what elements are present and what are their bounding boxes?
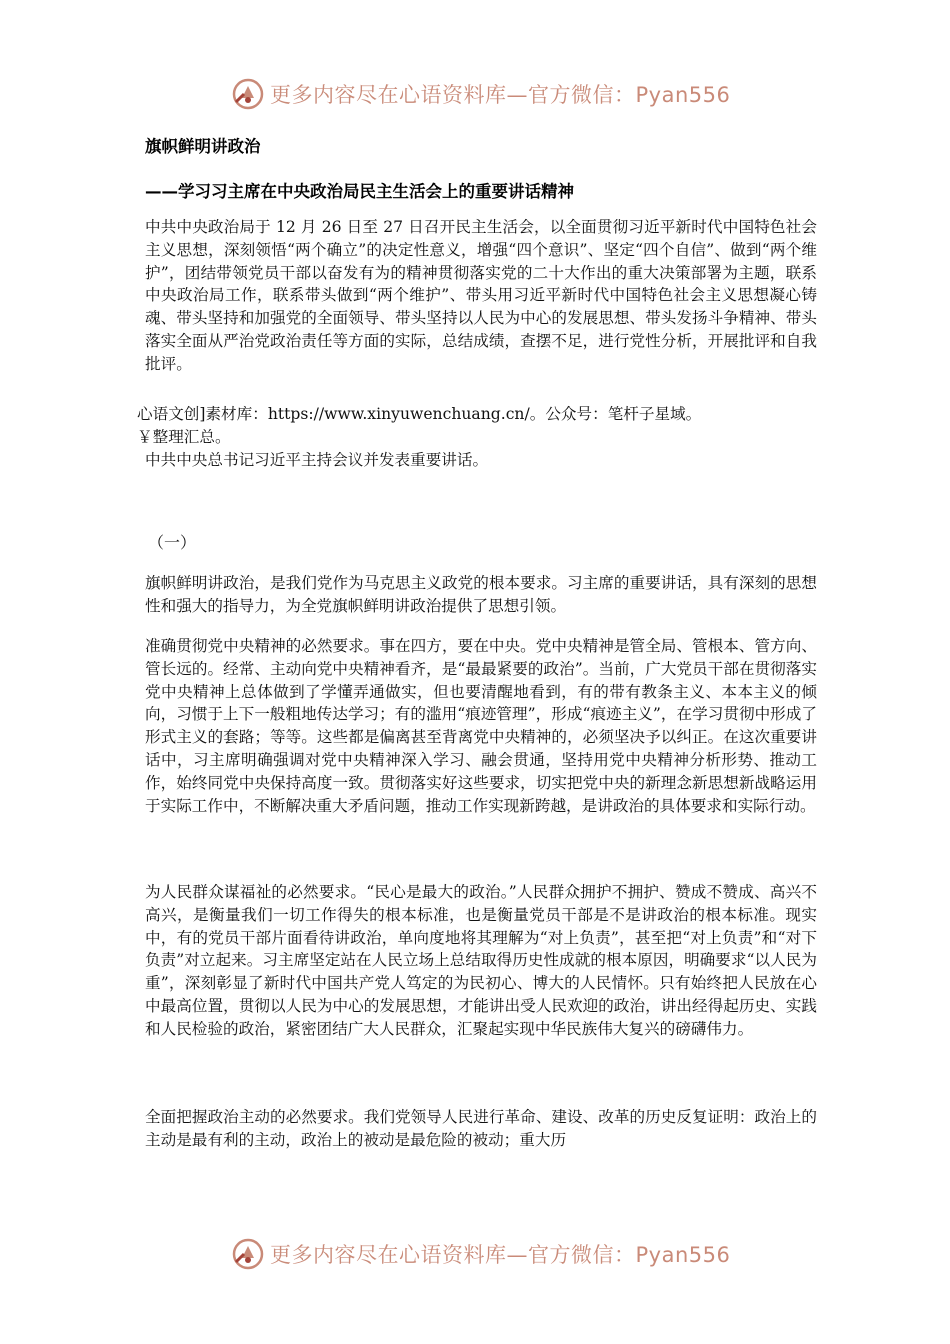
body-paragraph: 为人民群众谋福祉的必然要求。“民心是最大的政治。”人民群众拥护不拥护、赞成不赞成、高兴不高兴，是衡量我们一切工作得失的根本标准，也是衡量党员干部是不是讲政治的根本标准。现实中，有的党员干部片面看待讲政治，单向度地将其理解为“对上负责”，甚至把“对上负责”和“对下负责”对立起来。习主席坚定站在人民立场上总结取得历史性成就的根本原因，明确要求“以人民为重”，深刻彰显了新时代中国共产党人笃定的为民初心、博大的人民情怀。只有始终把人民放在心中最高位置，贯彻以人民为中心的发展思想，才能讲出受人民欢迎的政治，讲出经得起历史、实践和人民检验的政治，紧密团结广大人民群众，汇聚起实现中华民族伟大复兴的磅礴伟力。 [145,883,817,1038]
watermark-top [230,74,750,114]
body-paragraph: 旗帜鲜明讲政治，是我们党作为马克思主义政党的根本要求。习主席的重要讲话，具有深刻的思想性和强大的指导力，为全党旗帜鲜明讲政治提供了思想引领。 [145,574,817,615]
document-title: 旗帜鲜明讲政治 [145,137,261,156]
watermark-text: 更多内容尽在心语资料库—官方微信：Pyan556 [270,1243,731,1267]
section-heading: （一） [148,533,197,552]
logo-icon [230,1236,266,1272]
watermark-bottom [230,1234,750,1274]
intro-paragraph: 中共中央政治局于 12 月 26 日至 27 日召开民主生活会，以全面贯彻习近平新时代中国特色社会主义思想，深刻领悟“两个确立”的决定性意义，增强“四个意识”、坚定“四个自信”、做到“两个维护”，团结带领党员干部以奋发有为的精神贯彻落实党的二十大作出的重大决策部署为主题，联系中央政治局工作，联系带头做到“两个维护”、带头用习近平新时代中国特色社会主义思想凝心铸魂、带头坚持和加强党的全面领导、带头坚持以人民为中心的发展思想、带头发扬斗争精神、带头落实全面从严治党政治责任等方面的实际，总结成绩，查摆不足，进行党性分析，开展批评和自我批评。 [145,218,817,373]
host-line: 中共中央总书记习近平主持会议并发表重要讲话。 [145,451,489,469]
document-subtitle: ——学习习主席在中央政治局民主生活会上的重要讲话精神 [145,182,574,201]
body-paragraph: 全面把握政治主动的必然要求。我们党领导人民进行革命、建设、改革的历史反复证明：政治上的主动是最有利的主动，政治上的被动是最危险的被动；重大历 [145,1108,817,1149]
watermark-text: 更多内容尽在心语资料库—官方微信：Pyan556 [270,83,731,107]
body-paragraph: 准确贯彻党中央精神的必然要求。事在四方，要在中央。党中央精神是管全局、管根本、管方向、管长远的。经常、主动向党中央精神看齐，是“最最紧要的政治”。当前，广大党员干部在贯彻落实党中央精神上总体做到了学懂弄通做实，但也要清醒地看到，有的带有教条主义、本本主义的倾向，习惯于上下一般粗地传达学习；有的滥用“痕迹管理”，形成“痕迹主义”，在学习贯彻中形成了形式主义的套路；等等。这些都是偏离甚至背离党中央精神的，必须坚决予以纠正。在这次重要讲话中，习主席明确强调对党中央精神深入学习、融会贯通，坚持用党中央精神分析形势、推动工作，始终同党中央保持高度一致。贯彻落实好这些要求，切实把党中央的新理念新思想新战略运用于实际工作中，不断解决重大矛盾问题，推动工作实现新跨越，是讲政治的具体要求和实际行动。 [145,637,817,815]
source-note-line-1: 心语文创]素材库：https://www.xinyuwenchuang.cn/。公众号：笔杆子星域。 [137,405,702,423]
logo-icon [230,76,266,112]
source-note-line-2: ￥整理汇总。 [137,428,231,446]
